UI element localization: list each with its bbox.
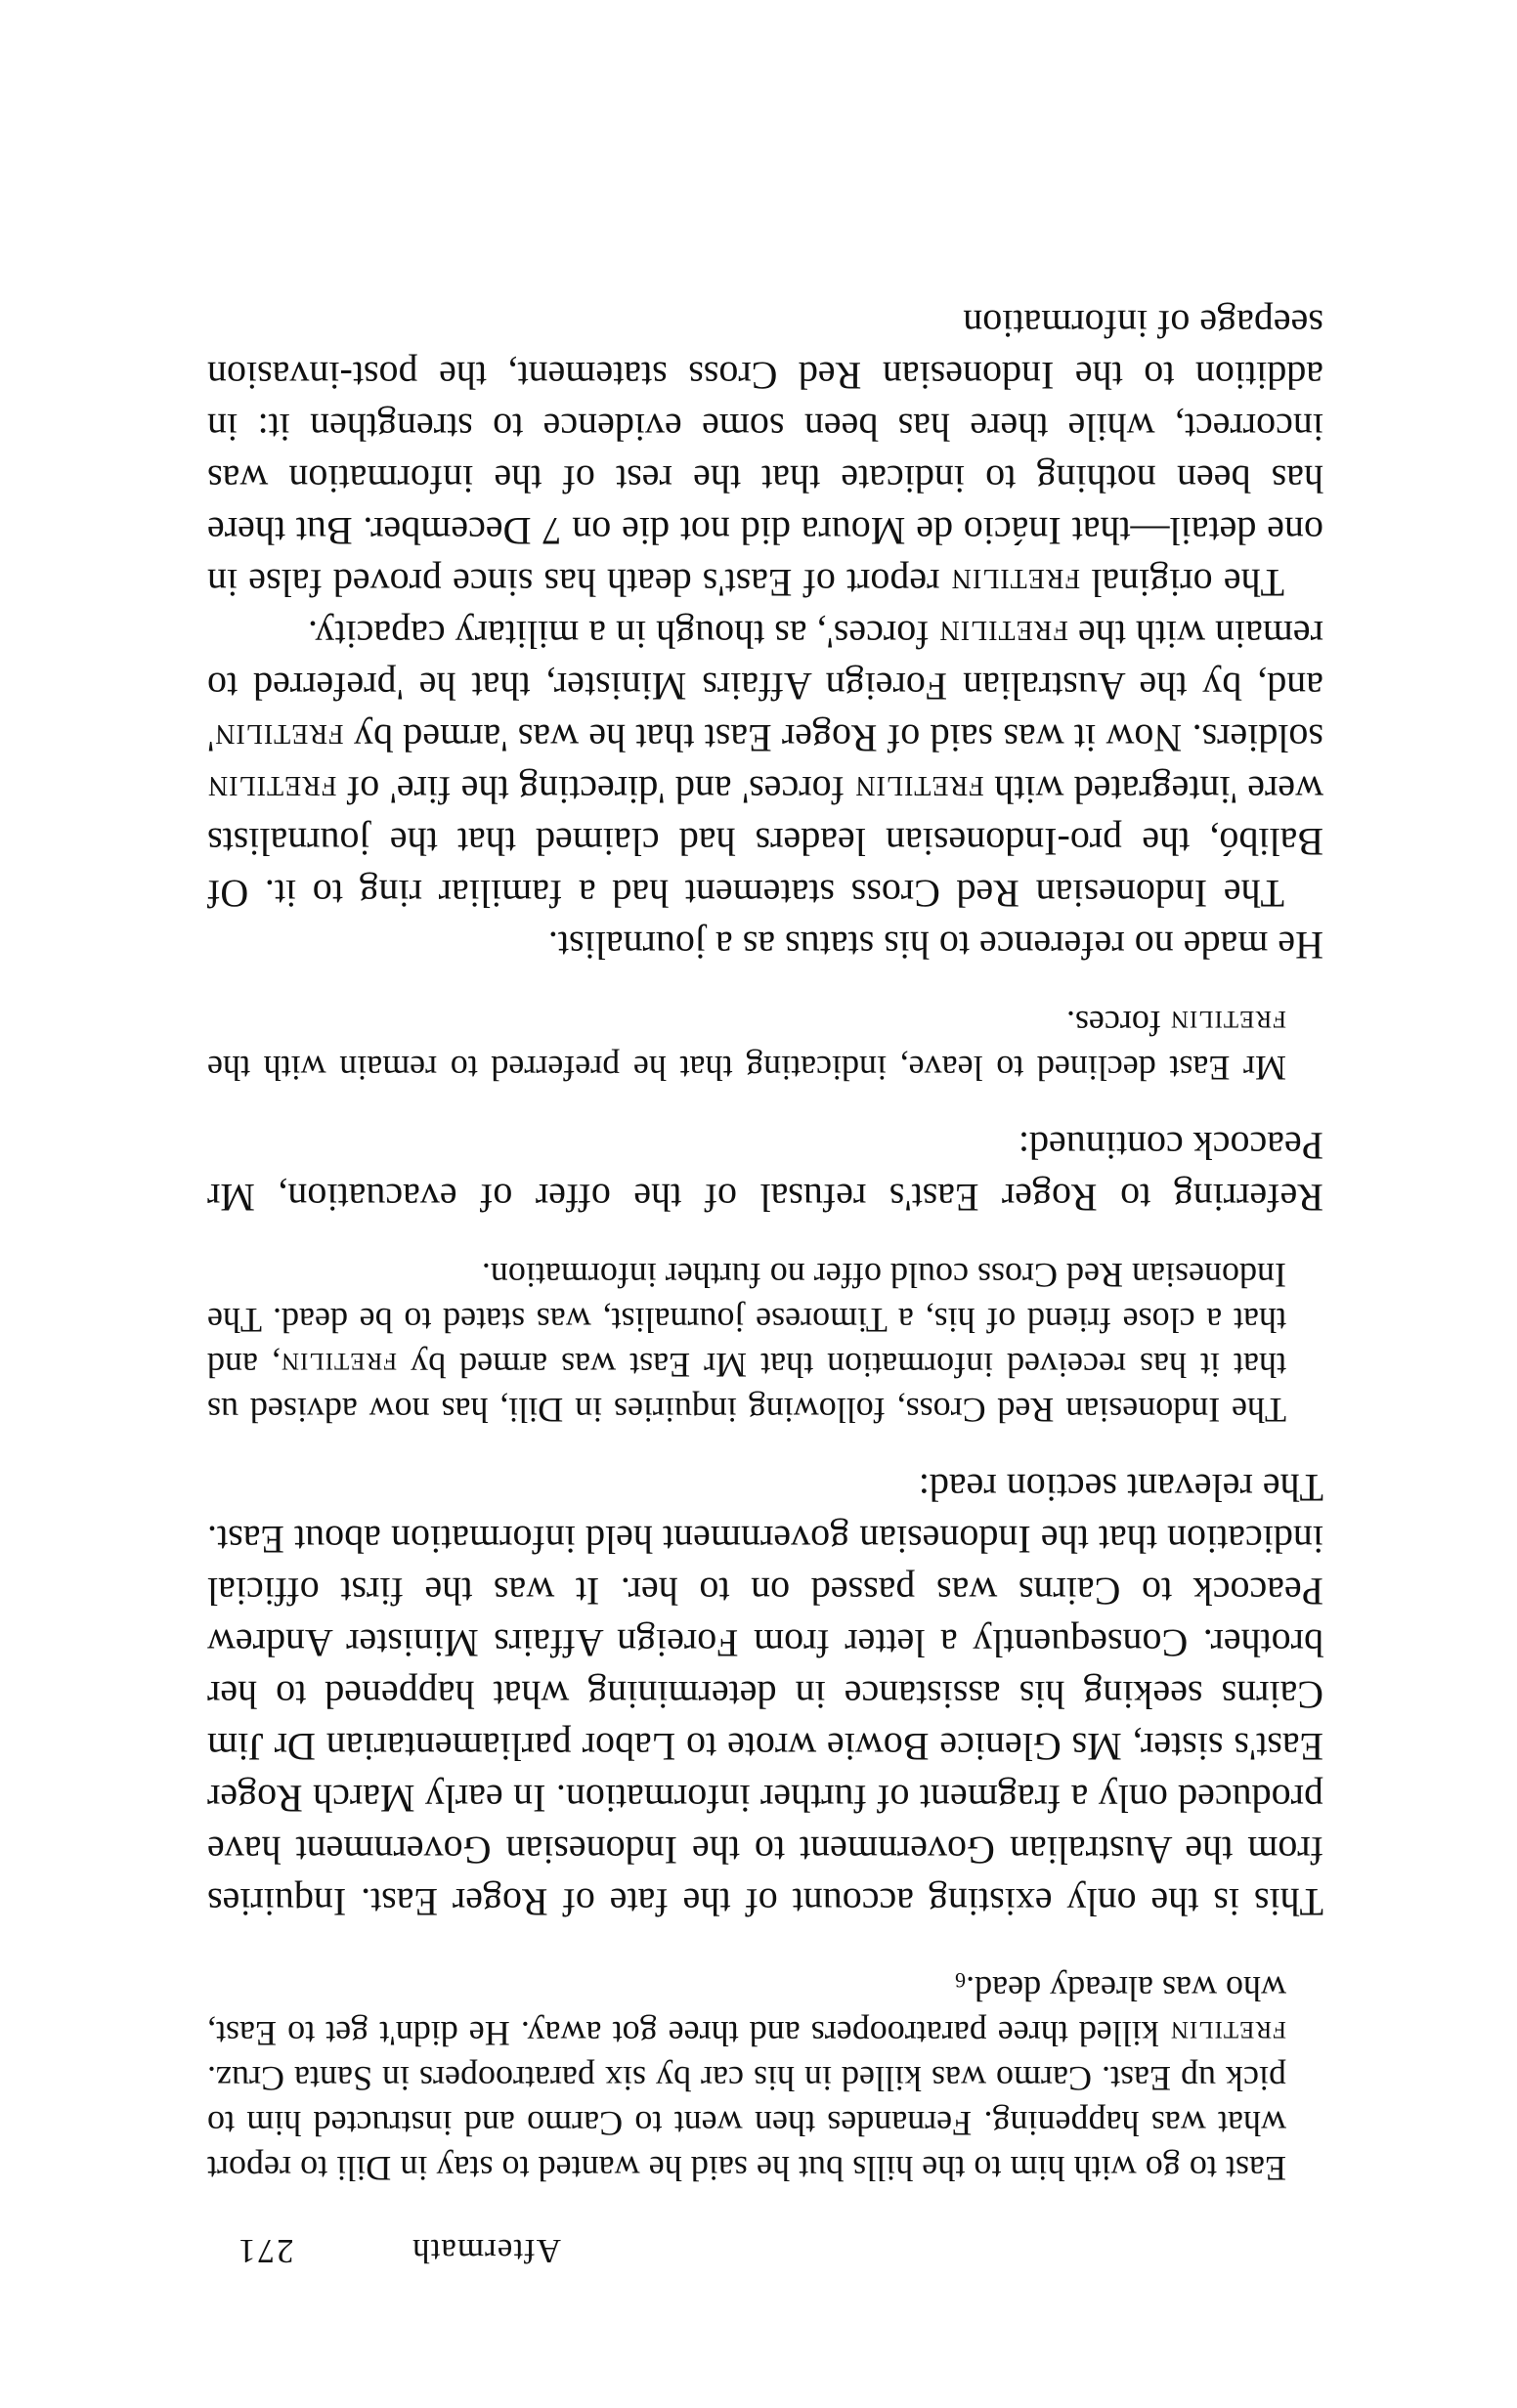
quote-text: East to go with him to the hills but he said he wanted to stay in Dili to report what was happening. Fernandes then went to Carmo and instructed him to pick up East. Carmo was killed in his car by six paratroopers in Santa Cruz. fretilin killed three paratroopers and three got away. He didn't get to East, who was already dead.	[207, 1969, 1286, 2188]
paragraph: This is the only existing account of the fate of Roger East. Inquiries from the Australian Government to the Indonesian Government have produced only a fragment of further information. In early March Roger East's sister, Ms Glenice Bowie wrote to Labor parliamentarian Dr Jim Cairns seeking his assistance in determining what happened to her brother. Consequently a letter from Foreign Affairs Minister Andrew Peacock to Cairns was passed on to her. It was the first official indication that the Indonesian government held information about East. The relevant section read:	[207, 1466, 1323, 1924]
paragraph: Referring to Roger East's refusal of the offer of evacuation, Mr Peacock continued:	[207, 1124, 1323, 1220]
running-head	[207, 2221, 1323, 2270]
paragraph: The original fretilin report of East's death has since proved false in one detail—that Inácio de Moura did not die on 7 December. But there has been nothing to indicate that the rest of the information was incorrect, while there has been some evidence to strengthen it: in addition to the Indonesian Red Cross statement, the post-invasion seepage of information	[207, 302, 1323, 605]
running-head-title: Aftermath	[412, 2232, 561, 2270]
block-quote: The Indonesian Red Cross, following inquiries in Dili, has now advised us that it has received information that Mr East was armed by fretilin, and that a close friend of his, a Timorese journalist, was stated to be dead. The Indonesian Red Cross could offer no further information.	[207, 1256, 1286, 1430]
body-text	[207, 298, 1323, 2191]
footnote-marker: 6	[955, 1968, 967, 1993]
block-quote	[207, 1957, 1323, 2191]
paragraph: The Indonesian Red Cross statement had a familiar ring to it. Of Balibó, the pro-Indonesian leaders had claimed that the journalists were 'integrated with fretilin forces' and 'directing the fire' of fretilin soldiers. Now it was said of Roger East that he was 'armed by fretilin' and, by the Australian Foreign Affairs Minister, that he 'preferred to remain with the fretilin forces', as though in a military capacity.	[207, 613, 1323, 916]
paragraph: He made no reference to his status as a journalist.	[547, 924, 1323, 968]
block-quote: Mr East declined to leave, indicating that he preferred to remain with the fretilin forces.	[207, 1004, 1286, 1088]
page-number: 271	[237, 2232, 294, 2270]
